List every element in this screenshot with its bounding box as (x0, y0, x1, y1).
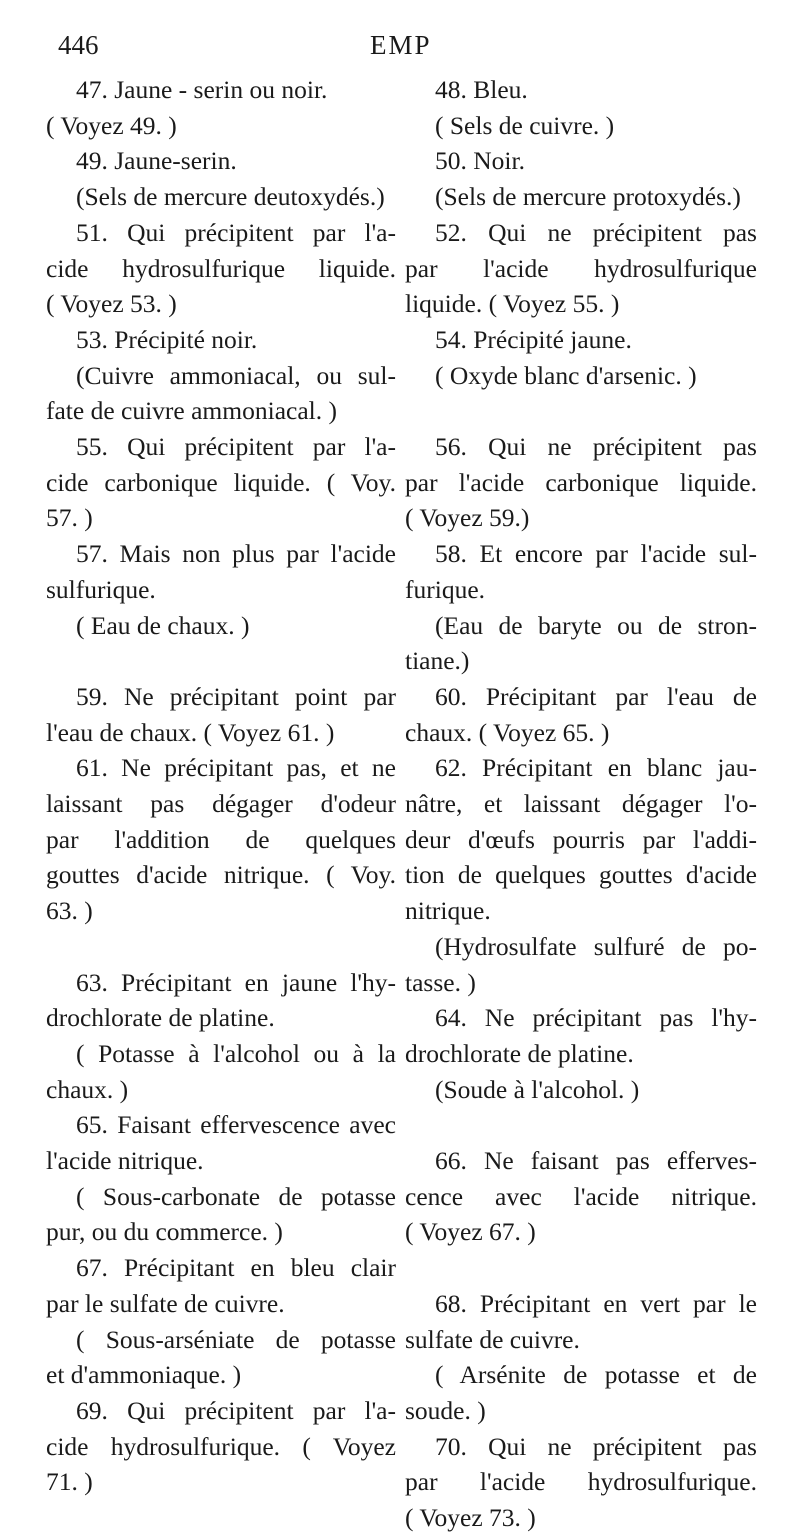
text-line: soude. ) (405, 1395, 486, 1425)
text-line: pur, ou du commerce. ) (46, 1217, 283, 1247)
text-line: 58. Et encore par l'acide sul- (435, 539, 757, 569)
text-line: ( Voyez 59.) (405, 503, 530, 533)
text-line: 59. Ne précipitant point par (76, 681, 396, 711)
text-line: deur d'œufs pourris par l'addi- (405, 824, 757, 854)
text-line: nâtre, et laissant dégager l'o- (405, 789, 757, 819)
text-line: tiane.) (405, 646, 470, 676)
text-line: 52. Qui ne précipitent pas (435, 217, 757, 247)
text-line: ( Sels de cuivre. ) (435, 110, 615, 140)
text-line: par le sulfate de cuivre. (46, 1288, 285, 1318)
text-line: 48. Bleu. (435, 75, 528, 104)
text-line: 62. Précipitant en blanc jau- (435, 753, 757, 783)
text-line: ( Sous-carbonate de potasse (76, 1181, 396, 1211)
text-line: 68. Précipitant en vert par le (435, 1288, 757, 1318)
text-line: (Cuivre ammoniacal, ou sul- (76, 360, 396, 390)
blank-line (405, 393, 757, 429)
text-line: 63. Précipitant en jaune l'hy- (76, 967, 396, 997)
left-column (46, 72, 396, 1500)
text-line: tasse. ) (405, 967, 476, 997)
text-line: cide hydrosulfurique liquide. (46, 253, 396, 283)
text-line: l'eau de chaux. ( Voyez 61. ) (46, 717, 335, 747)
text-line: sulfurique. (46, 574, 156, 604)
text-line: 57. ) (46, 503, 93, 533)
text-line: 65. Faisant effervescence avec (76, 1110, 396, 1140)
text-line: 47. Jaune - serin ou noir. (76, 75, 328, 104)
text-line: ( Voyez 67. ) (405, 1217, 536, 1247)
text-line: (Soude à l'alcohol. ) (435, 1074, 640, 1104)
text-line: 66. Ne faisant pas efferves- (435, 1146, 757, 1176)
text-line: et d'ammoniaque. ) (46, 1360, 242, 1390)
text-line: 49. Jaune-serin. (76, 146, 237, 176)
text-line: (Hydrosulfate sulfuré de po- (435, 931, 757, 961)
text-line: ( Voyez 49. ) (46, 110, 177, 140)
text-line: ( Oxyde blanc d'arsenic. ) (435, 360, 697, 390)
text-line: 64. Ne précipitant pas l'hy- (435, 1003, 757, 1033)
text-line: 70. Qui ne précipitent pas (435, 1431, 757, 1461)
text-line: drochlorate de platine. (405, 1038, 634, 1068)
text-line: 54. Précipité jaune. (435, 324, 632, 354)
text-line: 63. ) (46, 896, 93, 926)
text-line: cence avec l'acide nitrique. (405, 1181, 757, 1211)
text-line: 50. Noir. (435, 146, 525, 176)
text-line: sulfate de cuivre. (405, 1324, 580, 1354)
text-line: tion de quelques gouttes d'acide (405, 860, 757, 890)
blank-line (46, 929, 396, 965)
text-line: 61. Ne précipitant pas, et ne (76, 753, 396, 783)
text-line: 69. Qui précipitent par l'a- (76, 1395, 396, 1425)
running-head: EMP (370, 30, 432, 60)
text-line: laissant pas dégager d'odeur (46, 789, 396, 819)
text-line: liquide. ( Voyez 55. ) (405, 289, 620, 319)
page-header (0, 30, 800, 70)
blank-line (46, 643, 396, 679)
text-line: gouttes d'acide nitrique. ( Voy. (46, 860, 396, 890)
text-line: 60. Précipitant par l'eau de (435, 681, 757, 711)
text-line: 67. Précipitant en bleu clair (76, 1253, 396, 1283)
text-line: 71. ) (46, 1467, 93, 1497)
text-line: chaux. ) (46, 1074, 129, 1104)
text-line: ( Arsénite de potasse et de (435, 1360, 757, 1390)
text-line: 53. Précipité noir. (76, 324, 258, 354)
text-line: ( Potasse à l'alcohol ou à la (76, 1038, 396, 1068)
page-number: 446 (58, 30, 99, 60)
text-line: ( Voyez 73. ) (405, 1503, 536, 1533)
text-line: cide hydrosulfurique. ( Voyez (46, 1431, 396, 1461)
text-line: par l'acide carbonique liquide. (405, 467, 757, 497)
text-line: ( Voyez 53. ) (46, 289, 177, 319)
text-line: 57. Mais non plus par l'acide (76, 539, 396, 569)
text-line: nitrique. (405, 896, 491, 926)
blank-line (405, 1250, 757, 1286)
text-line: (Sels de mercure protoxydés.) (435, 182, 741, 212)
text-line: par l'acide hydrosulfurique (405, 253, 757, 283)
right-column (405, 72, 757, 1536)
text-line: drochlorate de platine. (46, 1003, 275, 1033)
text-line: (Sels de mercure deutoxydés.) (76, 182, 385, 212)
text-line: par l'addition de quelques (46, 824, 396, 854)
text-line: furique. (405, 574, 486, 604)
text-line: cide carbonique liquide. ( Voy. (46, 467, 396, 497)
blank-line (405, 1107, 757, 1143)
text-line: ( Eau de chaux. ) (76, 610, 250, 640)
text-line: l'acide nitrique. (46, 1146, 204, 1176)
text-line: chaux. ( Voyez 65. ) (405, 717, 610, 747)
text-line: 55. Qui précipitent par l'a- (76, 432, 396, 462)
text-line: par l'acide hydrosulfurique. (405, 1467, 757, 1497)
text-line: fate de cuivre ammoniacal. ) (46, 396, 337, 426)
text-line: ( Sous-arséniate de potasse (76, 1324, 396, 1354)
text-line: 56. Qui ne précipitent pas (435, 432, 757, 462)
text-line: 51. Qui précipitent par l'a- (76, 217, 396, 247)
text-line: (Eau de baryte ou de stron- (435, 610, 757, 640)
